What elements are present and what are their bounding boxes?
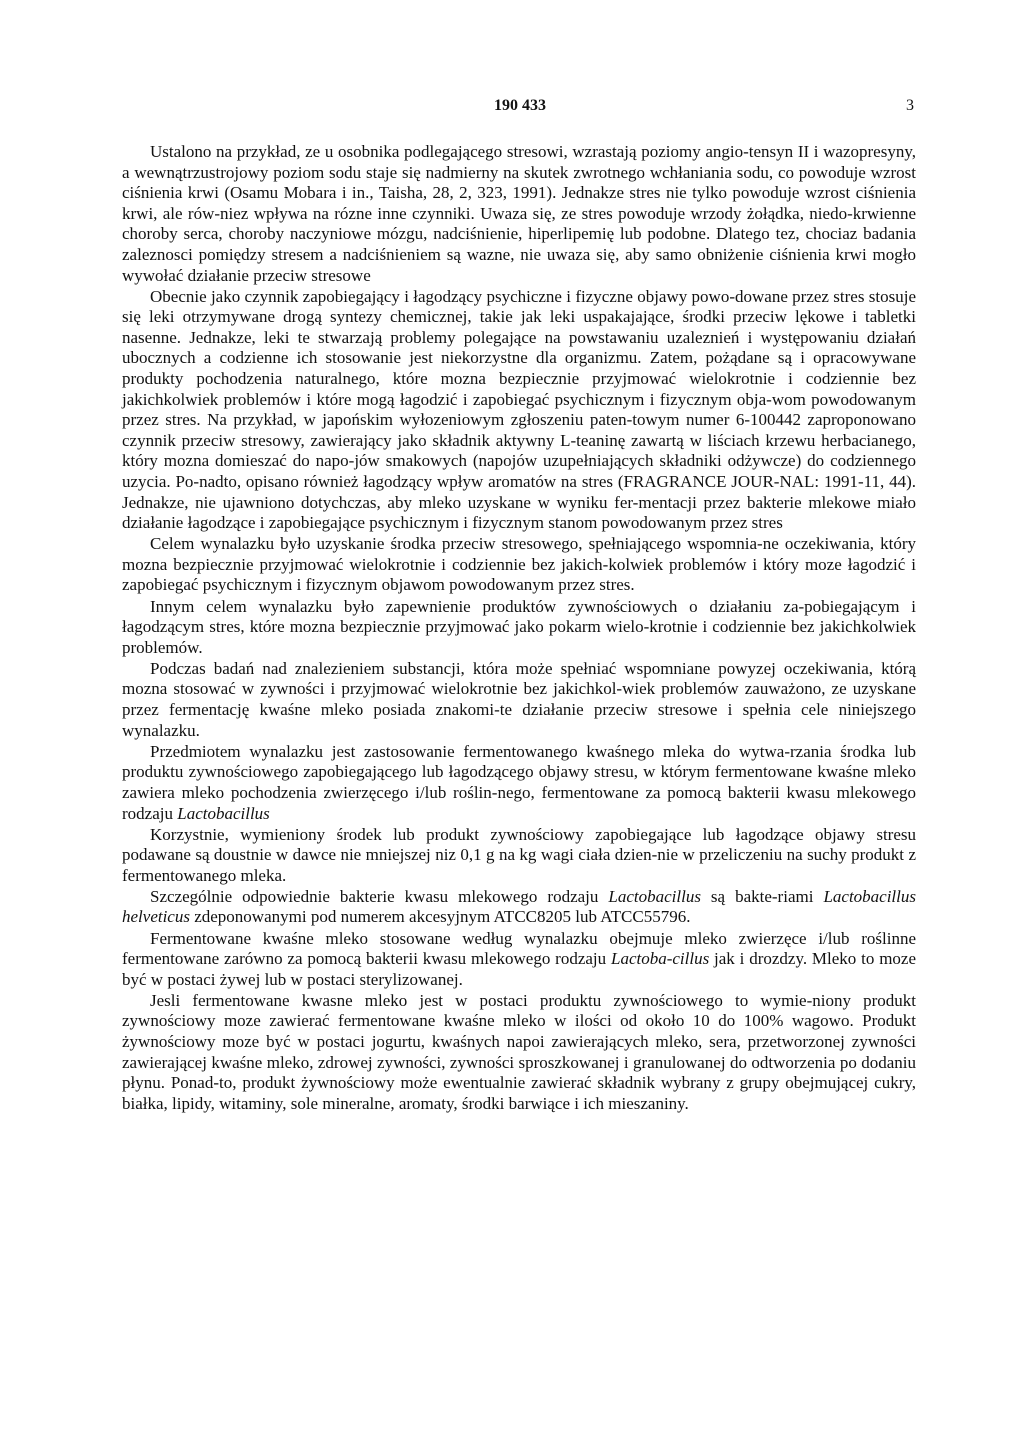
- paragraph-5: Podczas badań nad znalezieniem substancji, która może spełniać wspomniane powyzej oczekiwania, którą mozna stosować w zywności i przyjmować wielokrotnie bez jakichkol-wiek problemów zauważono, ze uzyskane przez fermentację kwaśne mleko posiada znakomi-te działanie przeciw stresowe i spełnia cele niniejszego wynalazku.: [122, 658, 916, 740]
- body-text: [122, 142, 916, 1115]
- paragraph-4: Innym celem wynalazku było zapewnienie produktów zywnościowych o działaniu za-pobiegającym i łagodzącym stres, które mozna bezpiecznie przyjmować jako pokarm wielo-krotnie i codziennie bez jakichkolwiek problemów.: [122, 596, 916, 657]
- paragraph-6: Przedmiotem wynalazku jest zastosowanie fermentowanego kwaśnego mleka do wytwa-rzania środka lub produktu zywnościowego zapobiegającego lub łagodzącego objawy stresu, w którym fermentowane kwaśne mleko zawiera mleko pochodzenia zwierzęcego i/lub roślin-nego, fermentowane za pomocą bakterii kwasu mlekowego rodzaju Lactobacillus: [122, 741, 916, 823]
- document-number: 190 433: [494, 97, 546, 114]
- page-header: [126, 97, 914, 121]
- paragraph-1: Ustalono na przykład, ze u osobnika podlegającego stresowi, wzrastają poziomy angio-tensyn II i wazopresyny, a wewnątrzustrojowy poziom sodu staje się nadmierny na skutek zwrotnego wchłaniania sodu, co powoduje wzrost ciśnienia krwi (Osamu Mobara i in., Taisha, 28, 2, 323, 1991). Jednakze stres nie tylko powoduje wzrost ciśnienia krwi, ale rów-niez wpływa na rózne inne czynniki. Uwaza się, ze stres powoduje wrzody żołądka, niedo-krwienne choroby serca, choroby naczyniowe mózgu, nadciśnienie, hiperlipemię lub podobne. Dlatego tez, chociaz badania zaleznosci pomiędzy stresem a nadciśnieniem są wazne, nie uwaza się, aby samo obniżenie ciśnienia krwi mogło wywołać działanie przeciw stresowe: [122, 142, 916, 285]
- paragraph-10: Jesli fermentowane kwasne mleko jest w postaci produktu zywnościowego to wymie-niony produkt zywnościowy moze zawierać fermentowane kwaśne mleko w ilości od około 10 do 100% wagowo. Produkt żywnościowy moze być w postaci jogurtu, kwaśnych napoi zawierających mleko, sera, przetworzonej zywności zawierającej kwaśne mleko, zdrowej zywności, zywności sproszkowanej i granulowanej do odtworzenia po dodaniu płynu. Ponad-to, produkt żywnościowy może ewentualnie zawierać składnik wybrany z grupy obejmującej cukry, białka, lipidy, witaminy, sole mineralne, aromaty, środki barwiące i ich mieszaniny.: [122, 990, 916, 1113]
- paragraph-8: Szczególnie odpowiednie bakterie kwasu mlekowego rodzaju Lactobacillus są bakte-riami Lactobacillus helveticus zdeponowanymi pod numerem akcesyjnym ATCC8205 lub ATCC55796.: [122, 886, 916, 927]
- paragraph-7: Korzystnie, wymieniony środek lub produkt zywnościowy zapobiegające lub łagodzące objawy stresu podawane są doustnie w dawce nie mniejszej niz 0,1 g na kg wagi ciała dzien-nie w przeliczeniu na suchy produkt z fermentowanego mleka.: [122, 824, 916, 885]
- paragraph-2: Obecnie jako czynnik zapobiegający i łagodzący psychiczne i fizyczne objawy powo-dowane przez stres stosuje się leki otrzymywane drogą syntezy chemicznej, takie jak leki uspakajające, środki przeciw lękowe i tabletki nasenne. Jednakze, leki te stwarzają problemy polegające na powstawaniu uzaleznień i występowaniu działań ubocznych a codzienne ich stosowanie jest niekorzystne dla organizmu. Zatem, pożądane są i opracowywane produkty pochodzenia naturalnego, które mozna bezpiecznie przyjmować wielokrotnie i codziennie bez jakichkolwiek problemów i które mogą łagodzić i zapobiegać psychicznym i fizycznym obja-wom powodowanym przez stres. Na przykład, w japońskim wyłozeniowym zgłoszeniu paten-towym numer 6-100442 zaproponowano czynnik przeciw stresowy, zawierający jako składnik aktywny L-teaninę zawartą w liściach krzewu herbacianego, który mozna domieszać do napo-jów smakowych (napojów uzupełniających składniki odżywcze) do codziennego uzycia. Po-nadto, opisano również łagodzący wpływ aromatów na stres (FRAGRANCE JOUR-NAL: 1991-11, 44). Jednakze, nie ujawniono dotychczas, aby mleko uzyskane w wyniku fer-mentacji przez bakterie mlekowe miało działanie łagodzące i zapobiegające psychicznym i fizycznym stanom powodowanym przez stres: [122, 286, 916, 533]
- paragraph-3: Celem wynalazku było uzyskanie środka przeciw stresowego, spełniającego wspomnia-ne oczekiwania, który mozna bezpiecznie przyjmować wielokrotnie i codziennie bez jakich-kolwiek problemów i który moze łagodzić i zapobiegać psychicznym i fizycznym objawom powodowanym przez stres.: [122, 534, 916, 595]
- page-number: 3: [906, 97, 914, 114]
- paragraph-9: Fermentowane kwaśne mleko stosowane według wynalazku obejmuje mleko zwierzęce i/lub roślinne fermentowane zarówno za pomocą bakterii kwasu mlekowego rodzaju Lactoba-cillus jak i drozdzy. Mleko to moze być w postaci żywej lub w postaci sterylizowanej.: [122, 928, 917, 989]
